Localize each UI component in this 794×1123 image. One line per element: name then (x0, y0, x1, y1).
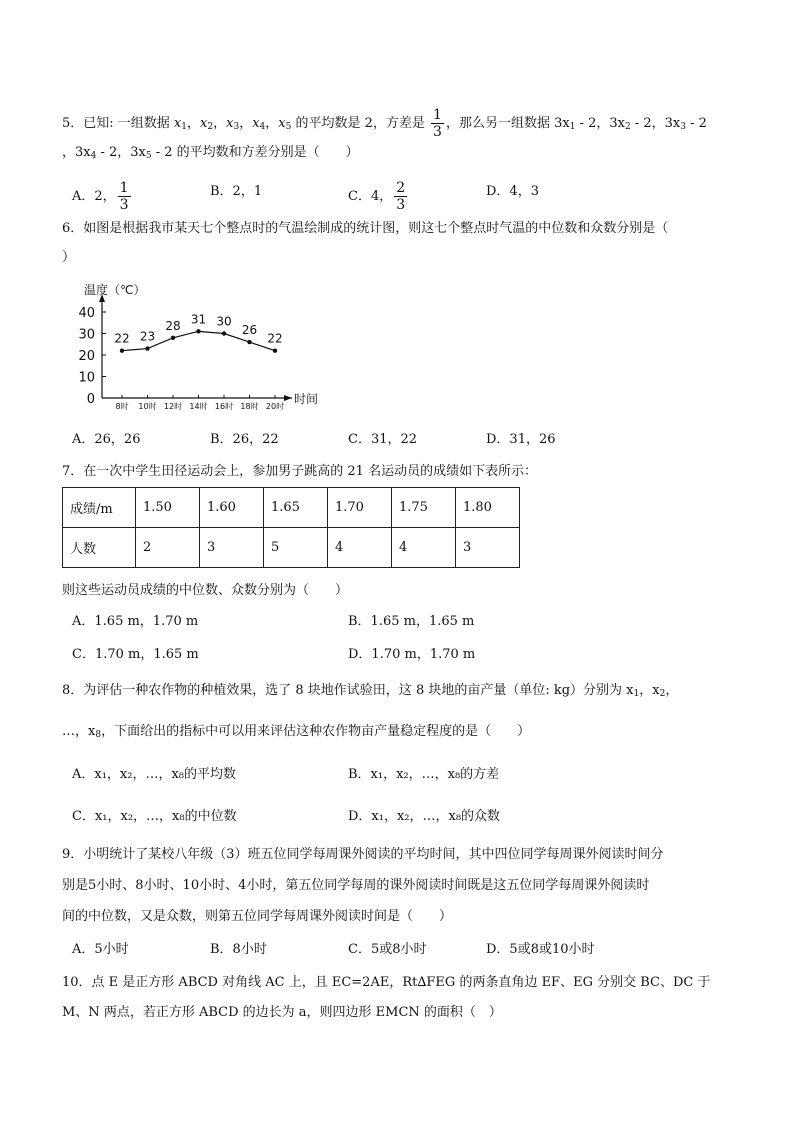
question-7-text: 7．在一次中学生田径运动会上，参加男子跳高的 21 名运动员的成绩如下表所示： (62, 464, 538, 479)
y-axis-label: 温度（℃） (84, 283, 146, 297)
temperature-chart (70, 282, 330, 414)
table-row (63, 488, 520, 528)
y-tick-label: 0 (86, 392, 95, 407)
data-label: 31 (190, 312, 207, 327)
x-tick-label: 12时 (163, 402, 183, 411)
question-6-line-1: 6．如图是根据我市某天七个整点时的气温绘制成的统计图，则这七个整点时气温的中位数和众数分别是（ (62, 221, 669, 236)
data-label: 26 (241, 323, 258, 338)
question-5-line-1: 5．已知: 一组数据 $x_1$，$x_2$，$x_3$，$x_4$，$x_5$ 的平均数是 2，方差是 $\frac{1}{3}$ ，那么另一组数据 $3x_1 - 2$，$3x_2 - 2$，$3x_3 - 2$ (62, 107, 707, 140)
q7-option-c[interactable]: C．1.70 m，1.65 m (72, 647, 199, 662)
table-row (63, 528, 520, 568)
table-cell: 4 (392, 528, 456, 568)
q8-option-a[interactable]: A．x₁，x₂，…，x₈的平均数 (72, 767, 237, 782)
q6-option-a[interactable]: A．26，26 (72, 432, 141, 447)
data-label: 30 (216, 314, 232, 329)
q5-option-a[interactable]: A．2， $\frac{1}{3}$ (72, 180, 129, 213)
y-tick-label: 30 (78, 327, 95, 343)
q9-option-b[interactable]: B．8小时 (210, 942, 267, 957)
q9-option-c[interactable]: C．5或8小时 (348, 942, 427, 957)
table-cell: 1.70 (328, 488, 392, 528)
question-10-line-2: M、N 两点，若正方形 ABCD 的边长为 a，则四边形 EMCN 的面积（ ） (62, 1005, 502, 1020)
q9-option-a[interactable]: A．5小时 (72, 942, 129, 957)
x-tick-label: 8时 (115, 402, 129, 411)
table-cell: 1.65 (264, 488, 328, 528)
data-label: 22 (267, 331, 283, 346)
x-axis-label: 时间 (294, 392, 319, 406)
q6-option-c[interactable]: C．31，22 (348, 432, 418, 447)
table-cell: 1.60 (200, 488, 264, 528)
data-point (247, 340, 251, 344)
table-cell: 成绩/m (63, 488, 136, 528)
table-cell: 3 (200, 528, 264, 568)
temperature-line-chart (70, 282, 330, 414)
q5-option-d[interactable]: D．4，3 (486, 184, 539, 199)
q5-option-c[interactable]: C．4， $\frac{2}{3}$ (348, 180, 406, 213)
x-tick-label: 10时 (138, 402, 157, 411)
question-5-line-2: ，$3x_4 - 2$，$3x_5 - 2$ 的平均数和方差分别是（ ） (62, 145, 359, 161)
data-point (120, 349, 124, 353)
data-point (196, 329, 200, 333)
scores-table (62, 487, 520, 568)
fraction-one-third: $\frac{1}{3}$ (433, 107, 442, 140)
q6-option-b[interactable]: B．26，22 (210, 432, 279, 447)
data-label: 28 (165, 318, 181, 333)
question-9-line-2: 别是5小时、8小时、10小时、4小时，第五位同学每周的课外阅读时间既是这五位同学每周课外阅读时 (62, 878, 650, 893)
table-cell: 1.75 (392, 488, 456, 528)
q7-option-a[interactable]: A．1.65 m，1.70 m (72, 614, 199, 629)
data-label: 22 (114, 331, 130, 346)
y-tick-label: 40 (78, 306, 95, 321)
question-7-prompt: 则这些运动员成绩的中位数、众数分别为（ ） (62, 583, 349, 598)
q5-option-b[interactable]: B．2，1 (210, 184, 263, 199)
y-tick-label: 10 (78, 370, 95, 386)
question-9-line-3: 间的中位数，又是众数，则第五位同学每周课外阅读时间是（ ） (62, 909, 453, 924)
data-label: 23 (139, 329, 156, 344)
question-6-line-2: ） (62, 250, 76, 265)
table-cell: 1.80 (456, 488, 520, 528)
table-cell: 3 (456, 528, 520, 568)
q6-option-d[interactable]: D．31，26 (486, 432, 556, 447)
q7-option-d[interactable]: D．1.70 m，1.70 m (348, 647, 476, 662)
y-tick-label: 20 (78, 349, 95, 364)
data-point (145, 346, 149, 350)
x-tick-label: 20时 (265, 402, 285, 411)
x-tick-label: 14时 (189, 402, 208, 411)
q8-option-c[interactable]: C．x₁，x₂，…，x₈的中位数 (72, 809, 237, 824)
data-point (273, 349, 277, 353)
x-axis-arrow-icon (284, 395, 292, 401)
q7-option-b[interactable]: B．1.65 m，1.65 m (348, 614, 475, 629)
question-9-line-1: 9．小明统计了某校八年级（3）班五位同学每周课外阅读的平均时间，其中四位同学每周课外阅读时间分 (62, 847, 664, 862)
table-cell: 人数 (63, 528, 136, 568)
table-cell: 2 (136, 528, 200, 568)
data-point (171, 336, 175, 340)
q8-option-b[interactable]: B．x₁，x₂，…，x₈的方差 (348, 767, 500, 782)
x-tick-label: 16时 (214, 402, 234, 411)
data-point (222, 331, 226, 335)
q9-option-d[interactable]: D．5或8或10小时 (486, 942, 595, 957)
question-8-line-2: …，$x_8$，下面给出的指标中可以用来评估这种农作物亩产量稳定程度的是（ ） (62, 724, 531, 740)
table-cell: 5 (264, 528, 328, 568)
q8-option-d[interactable]: D．x₁，x₂，…，x₈的众数 (348, 809, 501, 824)
table-cell: 1.50 (136, 488, 200, 528)
question-10-line-1: 10．点 E 是正方形 ABCD 对角线 AC 上，且 EC=2AE，Rt∆FEG 的两条直角边 EF、EG 分别交 BC、DC 于 (62, 975, 711, 990)
question-8-line-1: 8．为评估一种农作物的种植效果，选了 8 块地作试验田，这 8 块地的亩产量（单位: kg）分别为 $x_1$，$x_2$， (62, 683, 679, 699)
x-tick-label: 18时 (240, 402, 259, 411)
table-cell: 4 (328, 528, 392, 568)
